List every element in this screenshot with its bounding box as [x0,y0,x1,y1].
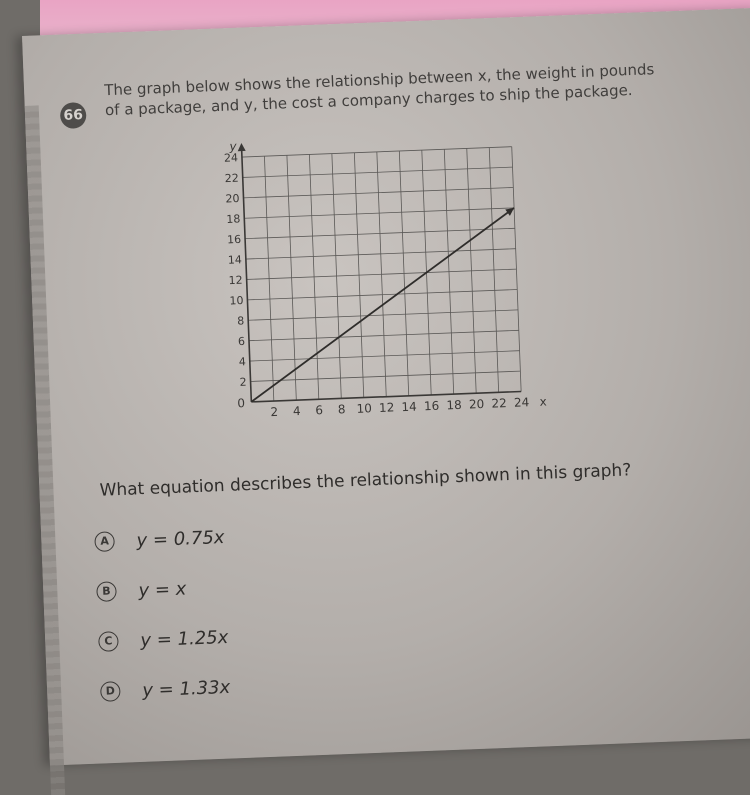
choice-a-text: y = 0.75x [136,526,225,551]
y-tick-label: 6 [237,334,246,349]
x-tick-label: 8 [337,402,346,417]
x-tick-label: 4 [292,403,301,419]
question-number-badge: 66 [60,102,87,129]
y-tick-label: 16 [226,232,242,247]
question-ask: What equation describes the relationship shown in this graph? [99,460,632,501]
choice-b[interactable] [96,576,187,605]
choice-a-bubble[interactable]: A [94,531,115,552]
choice-b-bubble[interactable]: B [96,581,117,602]
x-tick-label: 16 [423,398,440,414]
x-tick-label: 18 [446,397,463,413]
x-tick-label: 12 [378,400,395,415]
y-tick-label: 24 [223,151,239,165]
origin-label: 0 [237,396,246,411]
series-line-arrow [505,208,514,216]
y-tick-label: 4 [238,355,247,369]
choice-c-bubble[interactable]: C [98,631,119,652]
y-tick-label: 20 [225,192,240,206]
y-tick-label: 18 [226,212,241,226]
graph [196,123,567,437]
line-chart [196,123,567,437]
question-prompt: The graph below shows the relationship between x, the weight in pounds of a package, and y, the cost a company charges to ship the package. [103,60,655,120]
y-tick-label: 12 [228,273,243,288]
choice-d-bubble[interactable]: D [100,681,121,702]
x-tick-label: 24 [513,395,530,410]
y-tick-label: 22 [224,171,239,186]
y-tick-label: 2 [239,375,247,389]
y-tick-label: 10 [229,294,244,308]
x-tick-label: 14 [401,399,418,415]
y-axis-label: y [229,139,237,154]
x-tick-label: 20 [468,396,485,412]
y-tick-label: 14 [227,253,243,267]
x-tick-label: 22 [491,396,507,411]
choice-d-text: y = 1.33x [141,676,231,701]
x-tick-label: 10 [356,401,373,416]
choice-b-text: y = x [138,578,187,601]
choice-c[interactable] [98,624,229,655]
x-axis-label: x [539,394,547,409]
x-tick-label: 2 [270,404,279,420]
choice-d[interactable] [100,674,231,705]
y-axis-arrow [237,143,245,151]
y-tick-label: 8 [236,314,245,328]
choice-a[interactable] [94,524,225,555]
x-tick-label: 6 [315,403,324,418]
choice-c-text: y = 1.25x [140,626,229,651]
